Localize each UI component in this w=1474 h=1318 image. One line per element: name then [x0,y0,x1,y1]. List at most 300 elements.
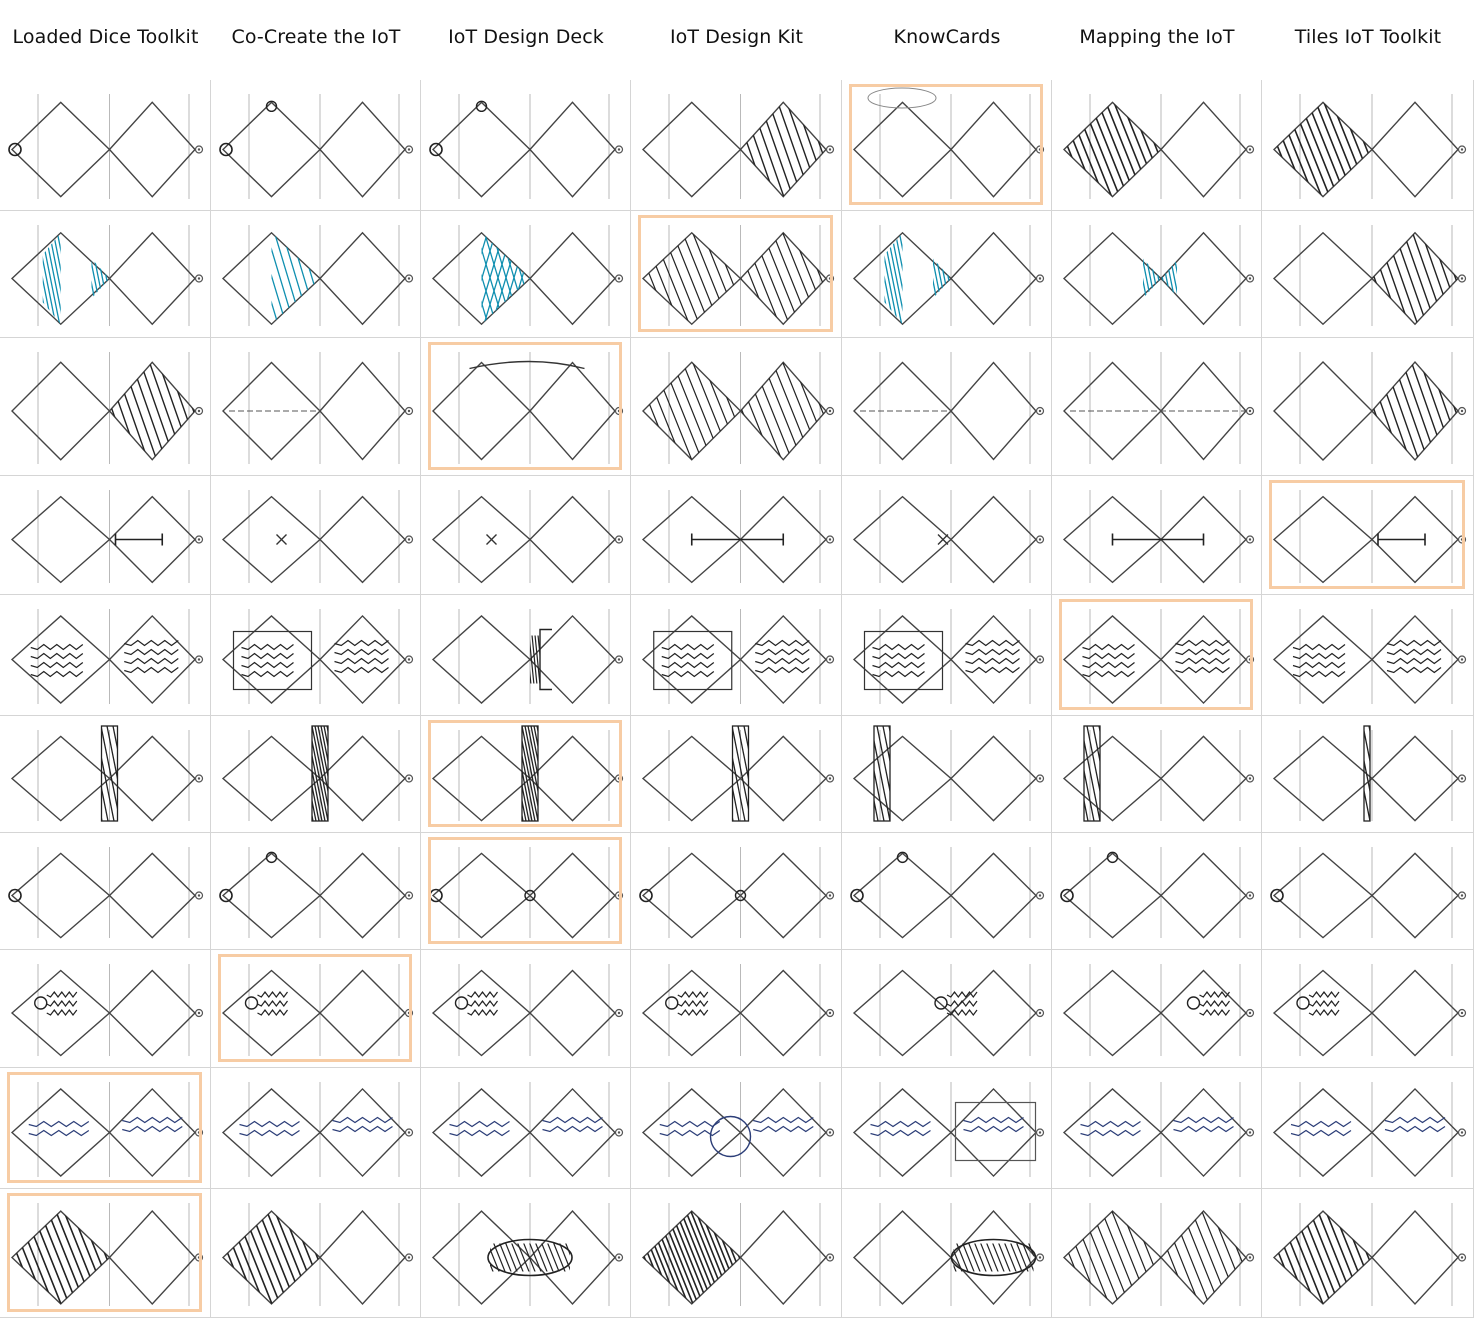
double-diamond-sketch [842,1189,1052,1318]
sketch-cell-r2-c6 [1052,211,1262,338]
handwritten-note [543,1118,603,1132]
sketch-cell-r3-c7 [1262,338,1474,476]
sketch-cell-r1-c6 [1052,80,1262,211]
lightbulb-icon [35,997,47,1009]
diamond-develop-deliver [741,1211,827,1304]
diamond-discover-define [12,102,110,196]
solution-target-dot [1461,148,1463,150]
double-diamond-sketch [211,476,421,595]
diamond-discover-define [1064,102,1161,196]
double-diamond-sketch [0,211,211,338]
double-diamond-sketch [842,476,1052,595]
diamond-discover-define [223,497,320,583]
solution-target-dot [618,658,620,660]
solution-target-dot [1461,1012,1463,1014]
diamond-discover-define [854,1211,951,1304]
sketch-cell-r7-c5 [842,833,1052,950]
sketch-cell-r9-c3 [421,1068,631,1189]
double-diamond-sketch [631,1068,842,1189]
lightbulb-icon [456,997,468,1009]
double-diamond-sketch [1052,338,1262,476]
solution-target-dot [408,777,410,779]
sketch-cell-r1-c1 [0,80,211,211]
diamond-develop-deliver [530,971,615,1056]
handwritten-note [1200,992,1230,1015]
column-header-6: Mapping the IoT [1079,26,1235,48]
sketch-cell-r2-c5 [842,211,1052,338]
diamond-discover-define [1274,616,1372,703]
double-diamond-sketch [1262,950,1474,1068]
column-header-2: Co-Create the IoT [231,26,401,48]
solution-target-dot [829,777,831,779]
solution-target-dot [198,538,200,540]
solution-target-dot [1249,1131,1251,1133]
highlight-frame [638,215,833,332]
sketch-cell-r3-c2 [211,338,421,476]
diamond-develop-deliver [530,233,615,324]
solution-target-dot [618,1256,620,1258]
handwritten-note [124,641,178,673]
script-box [956,1103,1036,1161]
double-diamond-sketch [1262,1068,1474,1189]
lightbulb-icon [1297,997,1309,1009]
sketch-cell-r6-c4 [631,716,842,833]
handwritten-note [1385,1118,1445,1132]
solution-target-dot [618,1131,620,1133]
sketch-cell-r7-c7 [1262,833,1474,950]
solution-target-dot [1249,1256,1251,1258]
solution-target-dot [1249,148,1251,150]
sketch-cell-r7-c1 [0,833,211,950]
diamond-develop-deliver [1161,736,1246,820]
sketch-cell-r4-c6 [1052,476,1262,595]
double-diamond-sketch [211,833,421,950]
double-diamond-sketch [631,476,842,595]
diamond-discover-define [1064,736,1161,820]
diamond-discover-define [12,971,110,1056]
double-diamond-sketch [211,1068,421,1189]
double-diamond-sketch [1262,1189,1474,1318]
sketch-cell-r4-c2 [211,476,421,595]
diamond-develop-deliver [951,1211,1036,1304]
double-diamond-sketch [842,338,1052,476]
diamond-discover-define [433,971,530,1056]
double-diamond-sketch [1262,595,1474,716]
diamond-develop-deliver [1161,853,1246,937]
double-diamond-sketch [631,716,842,833]
sketch-cell-r7-c2 [211,833,421,950]
sketch-cell-r10-c5 [842,1189,1052,1318]
sketch-cell-r3-c6 [1052,338,1262,476]
diamond-develop-deliver [1161,102,1246,196]
solution-target-dot [198,410,200,412]
diamond-develop-deliver [1372,102,1458,196]
diamond-discover-define [433,497,530,583]
focus-circle [1061,890,1073,902]
sketch-cell-r9-c6 [1052,1068,1262,1189]
solution-target-dot [198,1012,200,1014]
handwritten-note [1293,645,1345,677]
sketch-cell-r5-c3 [421,595,631,716]
handwritten-note [1309,992,1339,1015]
solution-target-dot [1249,777,1251,779]
sketch-cell-r1-c2 [211,80,421,211]
double-diamond-sketch [0,833,211,950]
double-diamond-sketch [0,338,211,476]
sketch-cell-r5-c7 [1262,595,1474,716]
double-diamond-sketch [631,338,842,476]
sketch-cell-r4-c1 [0,476,211,595]
double-diamond-sketch [211,80,421,211]
diamond-develop-deliver [530,497,615,583]
double-diamond-sketch [631,595,842,716]
sketch-cell-r2-c7 [1262,211,1474,338]
focus-circle [430,144,442,156]
solution-target-dot [408,894,410,896]
solution-target-dot [618,1012,620,1014]
sketch-cell-r3-c3 [421,338,631,476]
lightbulb-icon [666,997,678,1009]
double-diamond-sketch [211,595,421,716]
sketch-cell-r5-c1 [0,595,211,716]
diamond-develop-deliver [741,362,827,460]
double-diamond-sketch [211,1189,421,1318]
diamond-develop-deliver [1161,233,1246,324]
double-diamond-sketch [1052,1189,1262,1318]
diamond-develop-deliver [951,363,1036,460]
diamond-develop-deliver [320,853,405,937]
sketch-cell-r6-c7 [1262,716,1474,833]
diamond-develop-deliver [1161,971,1246,1056]
diamond-discover-define [643,971,741,1056]
sketch-cell-r6-c3 [421,716,631,833]
double-diamond-sketch [1052,833,1262,950]
highlight-frame [428,837,622,944]
solution-target-dot [408,1131,410,1133]
diamond-develop-deliver [320,363,405,460]
handwritten-note [31,645,83,677]
solution-target-dot [198,658,200,660]
highlight-frame [428,720,622,827]
sketch-cell-r9-c5 [842,1068,1052,1189]
solution-target-dot [829,1131,831,1133]
double-diamond-sketch [421,476,631,595]
diamond-discover-define [1064,971,1161,1056]
double-diamond-sketch [842,211,1052,338]
solution-target-dot [1039,1012,1041,1014]
sketch-cell-r6-c6 [1052,716,1262,833]
solution-target-dot [829,148,831,150]
lightbulb-icon [935,997,947,1009]
sketch-cell-r8-c7 [1262,950,1474,1068]
solution-target-dot [829,1012,831,1014]
diamond-develop-deliver [320,1089,405,1176]
focus-circle [640,890,652,902]
diamond-develop-deliver [1372,736,1458,820]
diamond-develop-deliver [110,233,196,324]
sketch-cell-r8-c1 [0,950,211,1068]
column-header-4: IoT Design Kit [669,26,804,48]
diamond-develop-deliver [741,736,827,820]
diamond-discover-define [433,102,530,196]
diamond-develop-deliver [320,736,405,820]
solution-target-dot [1461,410,1463,412]
diamond-develop-deliver [741,853,827,937]
double-diamond-sketch [631,1189,842,1318]
diamond-develop-deliver [320,1211,405,1304]
double-diamond-sketch [1052,476,1262,595]
sketch-cell-r10-c3 [421,1189,631,1318]
double-diamond-sketch [842,833,1052,950]
diamond-discover-define [643,736,741,820]
double-diamond-sketch [421,950,631,1068]
sketch-cell-r8-c4 [631,950,842,1068]
solution-target-dot [198,894,200,896]
sketch-cell-r7-c4 [631,833,842,950]
double-diamond-sketch [1262,80,1474,211]
sketch-cell-r4-c7 [1262,476,1474,595]
double-diamond-sketch [421,80,631,211]
diamond-develop-deliver [110,853,196,937]
diamond-discover-define [643,102,741,196]
handwritten-note [335,641,389,673]
sketch-cell-r2-c1 [0,211,211,338]
handwritten-note [468,992,498,1015]
double-diamond-sketch [0,716,211,833]
sketch-cell-r6-c5 [842,716,1052,833]
diamond-develop-deliver [741,1089,827,1176]
solution-target-dot [1249,410,1251,412]
double-diamond-sketch [211,716,421,833]
diamond-develop-deliver [530,1089,615,1176]
sketch-cell-r5-c2 [211,595,421,716]
diamond-discover-define [1064,1211,1161,1304]
diamond-develop-deliver [320,497,405,583]
sketch-cell-r1-c3 [421,80,631,211]
sketch-cell-r3-c5 [842,338,1052,476]
column-header-5: KnowCards [893,26,1001,48]
sketch-cell-r9-c4 [631,1068,842,1189]
focus-circle [1271,890,1283,902]
highlight-frame [7,1072,202,1183]
solution-target-dot [1039,410,1041,412]
diamond-discover-define [433,1211,530,1304]
diamond-discover-define [12,362,110,460]
solution-target-dot [1461,777,1463,779]
solution-target-dot [408,1256,410,1258]
double-diamond-sketch [842,716,1052,833]
diamond-discover-define [854,971,951,1056]
column-header-1: Loaded Dice Toolkit [12,26,199,48]
sketch-cell-r1-c7 [1262,80,1474,211]
solution-target-dot [408,538,410,540]
focus-circle [9,890,21,902]
column-header-3: IoT Design Deck [448,26,604,48]
sketch-cell-r4-c4 [631,476,842,595]
solution-target-dot [408,148,410,150]
solution-target-dot [1039,894,1041,896]
solution-target-dot [1461,1131,1463,1133]
diamond-develop-deliver [110,102,196,196]
diamond-develop-deliver [1161,1089,1246,1176]
solution-target-dot [1039,777,1041,779]
solution-target-dot [408,277,410,279]
solution-target-dot [829,894,831,896]
solution-target-dot [1461,277,1463,279]
sketch-cell-r8-c3 [421,950,631,1068]
sketch-cell-r10-c6 [1052,1189,1262,1318]
sketch-cell-r5-c4 [631,595,842,716]
double-diamond-sketch [421,595,631,716]
diamond-develop-deliver [320,102,405,196]
sketch-cell-r8-c5 [842,950,1052,1068]
highlight-frame [1059,599,1253,710]
double-diamond-sketch [631,950,842,1068]
sketch-cell-r8-c6 [1052,950,1262,1068]
diamond-develop-deliver [741,971,827,1056]
diamond-develop-deliver [320,233,405,324]
diamond-discover-define [1274,736,1372,820]
double-diamond-sketch [1052,211,1262,338]
diamond-discover-define [1274,233,1372,324]
diamond-develop-deliver [110,971,196,1056]
double-diamond-sketch [1262,338,1474,476]
solution-target-dot [1249,894,1251,896]
solution-target-dot [1039,538,1041,540]
sketch-cell-r4-c5 [842,476,1052,595]
diamond-discover-define [223,853,320,937]
solution-target-dot [618,148,620,150]
sketch-cell-r5-c5 [842,595,1052,716]
sketch-cell-r3-c4 [631,338,842,476]
diamond-discover-define [1274,362,1372,460]
sketch-cell-r1-c4 [631,80,842,211]
double-diamond-sketch [842,595,1052,716]
handwritten-note [1387,641,1441,673]
focus-circle [220,144,232,156]
diamond-discover-define [223,736,320,820]
diamond-discover-define [12,853,110,937]
solution-target-dot [829,658,831,660]
diamond-discover-define [854,853,951,937]
handwritten-note [678,992,708,1015]
column-header-7: Tiles IoT Toolkit [1294,26,1442,48]
handwritten-note [47,992,77,1015]
highlight-frame [428,342,622,470]
sketch-cell-r7-c6 [1052,833,1262,950]
diamond-discover-define [223,233,320,324]
diamond-discover-define [1274,971,1372,1056]
handwritten-note [662,645,714,677]
sketch-cell-r6-c1 [0,716,211,833]
diamond-develop-deliver [530,102,615,196]
column-header-row [0,0,1474,80]
diamond-develop-deliver [1372,853,1458,937]
lightbulb-icon [1188,997,1200,1009]
diamond-discover-define [643,853,741,937]
sketch-cell-r8-c2 [211,950,421,1068]
double-diamond-sketch [421,1189,631,1318]
handwritten-note [1174,1118,1234,1132]
diamond-discover-define [1274,853,1372,937]
focus-circle [9,144,21,156]
handwritten-note [966,641,1020,673]
diamond-develop-deliver [110,362,196,460]
diamond-discover-define [1274,102,1372,196]
diamond-develop-deliver [951,853,1036,937]
sketch-cell-r9-c1 [0,1068,211,1189]
sketch-cell-r7-c3 [421,833,631,950]
solution-target-dot [408,410,410,412]
solution-target-dot [198,777,200,779]
sketch-cell-r9-c2 [211,1068,421,1189]
sketch-cell-r9-c7 [1262,1068,1474,1189]
double-diamond-sketch [211,338,421,476]
solution-target-dot [1461,894,1463,896]
double-diamond-sketch [1052,80,1262,211]
solution-target-dot [829,538,831,540]
solution-target-dot [618,538,620,540]
double-diamond-sketch [421,211,631,338]
diamond-develop-deliver [1372,362,1458,460]
sketch-cell-r1-c5 [842,80,1052,211]
diamond-develop-deliver [1372,233,1458,324]
solution-target-dot [1039,658,1041,660]
hatch-marks [211,716,421,833]
solution-target-dot [618,277,620,279]
sketch-cell-r2-c3 [421,211,631,338]
highlight-frame [1269,480,1465,589]
highlight-frame [218,954,412,1062]
solution-target-dot [829,410,831,412]
solution-target-dot [829,1256,831,1258]
cross-mark [487,535,497,545]
solution-target-dot [1039,277,1041,279]
double-diamond-sketch [0,476,211,595]
double-diamond-sketch [0,950,211,1068]
diamond-develop-deliver [110,736,196,820]
double-diamond-sketch [211,211,421,338]
sketch-cell-r10-c1 [0,1189,211,1318]
handwritten-note [755,641,809,673]
double-diamond-sketch [1262,833,1474,950]
double-diamond-sketch [0,595,211,716]
handwritten-note [753,1118,813,1132]
diamond-discover-define [1064,853,1161,937]
highlight-frame [849,84,1043,205]
diamond-discover-define [223,102,320,196]
handwritten-note [964,1118,1024,1132]
sketch-cell-r2-c4 [631,211,842,338]
double-diamond-sketch [842,950,1052,1068]
solution-target-dot [1249,538,1251,540]
double-diamond-sketch [1262,716,1474,833]
sketch-cell-r5-c6 [1052,595,1262,716]
solution-target-dot [1039,1256,1041,1258]
solution-target-dot [198,148,200,150]
handwritten-note [333,1118,393,1132]
highlight-frame [7,1193,202,1312]
sketch-cell-r3-c1 [0,338,211,476]
diamond-discover-define [854,736,951,820]
solution-target-dot [408,658,410,660]
sketch-cell-r10-c7 [1262,1189,1474,1318]
sketch-cell-r6-c2 [211,716,421,833]
focus-circle [851,890,863,902]
solution-target-dot [1461,1256,1463,1258]
sketch-cell-r10-c2 [211,1189,421,1318]
solution-target-dot [1249,1012,1251,1014]
